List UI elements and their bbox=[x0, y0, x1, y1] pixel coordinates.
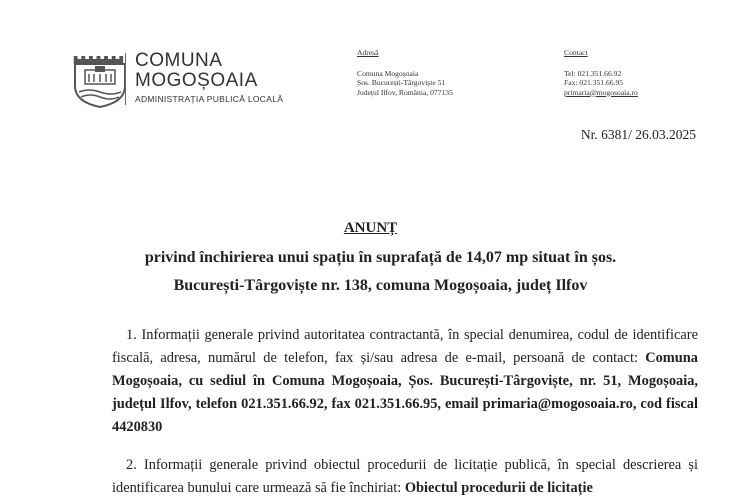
document-title: ANUNȚ bbox=[343, 220, 398, 236]
list-item bbox=[112, 454, 698, 500]
item-text-plain: Informații generale privind autoritatea contractantă, în special denumirea, codul de identificare fiscală, adresa, numărul de telefon, fax și/sau adresa de e-mail, persoană de contact: bbox=[112, 327, 698, 366]
contact-fax: Fax: 021.351.66.95 bbox=[564, 78, 624, 87]
brand-line1: COMUNA bbox=[135, 50, 223, 71]
address-line2: Șos. București-Târgoviște 51 bbox=[357, 78, 446, 87]
contact-email-link[interactable]: primaria@mogosoaia.ro bbox=[564, 87, 638, 97]
item-text bbox=[112, 454, 698, 500]
address-block bbox=[357, 48, 453, 97]
brand-line2: MOGOȘOAIA bbox=[135, 70, 258, 91]
item-number: 2. bbox=[126, 457, 137, 473]
header-divider bbox=[125, 53, 126, 105]
address-line1: Comuna Mogoșoaia bbox=[357, 68, 419, 78]
item-text-plain: Informații generale privind obiectul procedurii de licitație publică, în special descrierea și identificarea bunului care urmează să fie închiriat: bbox=[112, 457, 698, 496]
coat-of-arms-logo bbox=[71, 52, 129, 108]
item-number: 1. bbox=[126, 327, 137, 343]
contact-block bbox=[564, 48, 638, 97]
list-item bbox=[112, 324, 698, 439]
document-subtitle bbox=[60, 244, 701, 300]
address-line3: Județul Ilfov, România, 077135 bbox=[357, 87, 453, 97]
subtitle-line1: privind închirierea unui spațiu în suprafață de 14,07 mp situat în șos. bbox=[144, 249, 617, 266]
item-text-bold: Comuna Mogoșoaia, cu sediul în Comuna Mogoșoaia, Șos. București-Târgoviște, nr. 51, Mogoșoaia, județul Ilfov, telefon 021.351.66.92, fax 021.351.66.95, email primaria@mogosoaia.ro, cod fiscal 4420830 bbox=[112, 350, 698, 435]
subtitle-line2: București-Târgoviște nr. 138, comuna Mogoșoaia, județ Ilfov bbox=[173, 277, 588, 294]
address-heading: Adresă bbox=[357, 48, 379, 57]
brand-line3: ADMINISTRAȚIA PUBLICĂ LOCALĂ bbox=[135, 94, 284, 104]
contact-heading: Contact bbox=[564, 48, 588, 57]
contact-phone: Tel: 021.351.66.92 bbox=[564, 68, 622, 78]
item-text-bold: Obiectul procedurii de licitație bbox=[404, 480, 593, 496]
registration-number: Nr. 6381/ 26.03.2025 bbox=[580, 127, 696, 142]
brand-block bbox=[135, 51, 283, 104]
item-text bbox=[112, 324, 698, 439]
